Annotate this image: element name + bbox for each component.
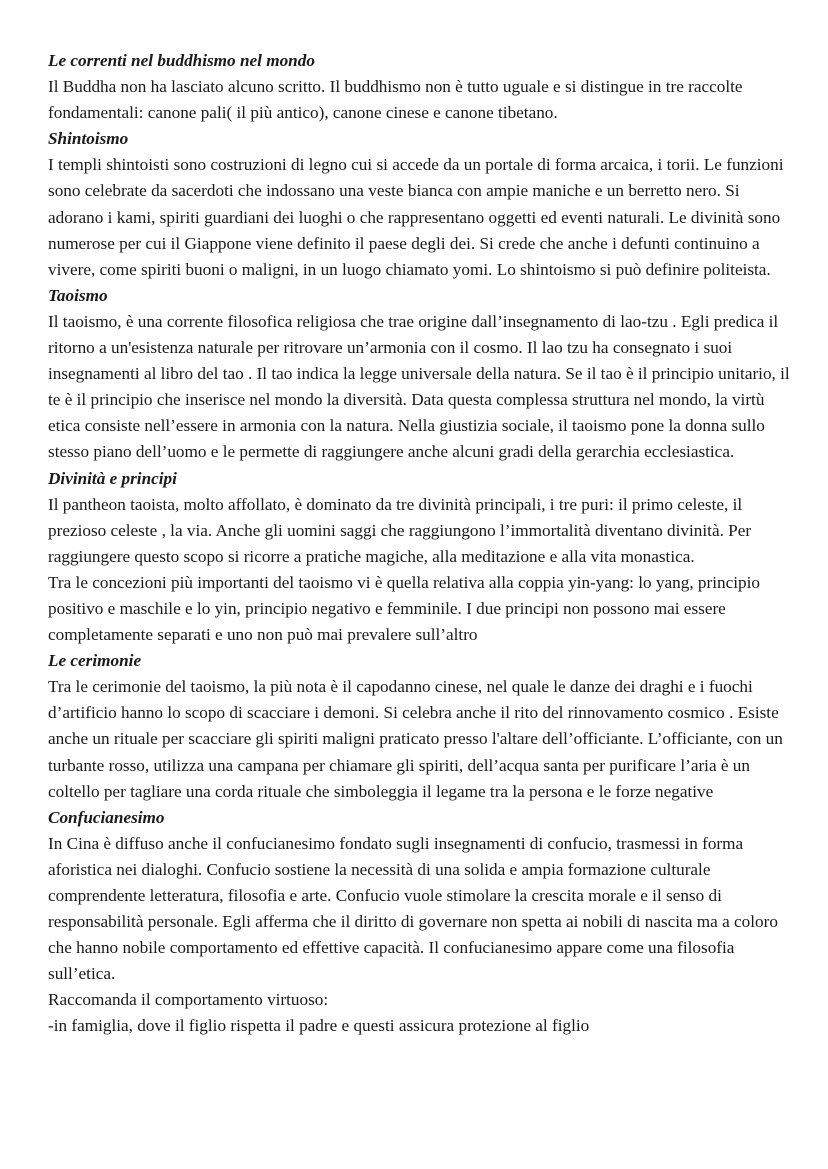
paragraph-yin-yang: Tra le concezioni più importanti del taoismo vi è quella relativa alla coppia yin-yang: lo yang, principio positivo e maschile e lo yin, principio negativo e femminile. I due principi non possono mai essere completamente separati e uno non può mai prevalere sull’altro [48,572,760,645]
section-heading-taoismo: Taoismo [48,285,108,305]
paragraph-buddhismo: Il Buddha non ha lasciato alcuno scritto. Il buddhismo non è tutto uguale e si distingue in tre raccolte fondamentali: canone pali( il più antico), canone cinese e canone tibetano. [48,77,743,123]
section-heading-shintoismo: Shintoismo [48,129,129,149]
section-heading-buddhismo: Le correnti nel buddhismo nel mondo [48,51,315,70]
paragraph-famiglia: -in famiglia, dove il figlio rispetta il padre e questi assicura protezione al figlio [48,1016,590,1036]
section-heading-confucianesimo: Confucianesimo [48,807,165,827]
paragraph-divinita: Il pantheon taoista, molto affollato, è dominato da tre divinità principali, i tre puri: il primo celeste, il prezioso celeste , la via. Anche gli uomini saggi che raggiungono l’immortalità diventano divinità. Per raggiungere questo scopo si ricorre a pratiche magiche, alla meditazione e alla vita monastica. [48,494,752,566]
paragraph-taoismo: Il taoismo, è una corrente filosofica religiosa che trae origine dall’insegnamento di lao-tzu . Egli predica il ritorno a un'esistenza naturale per ritrovare un’armonia con il cosmo. Il lao tzu ha consegnato i suoi insegnamenti al libro del tao . Il tao indica la legge universale della natura. Se il tao è il principio unitario, il te è il principio che inserisce nel mondo la diversità. Data questa complessa struttura nel mondo, la virtù etica consiste nell’essere in armonia con la natura. Nella giustizia sociale, il taoismo pone la donna sullo stesso piano dell’uomo e le permette di raggiungere anche alcuni gradi della gerarchia ecclesiastica. [48,311,790,462]
paragraph-raccomanda: Raccomanda il comportamento virtuoso: [48,990,329,1010]
document-page [48,48,793,1040]
section-heading-divinita: Divinità e principi [48,468,177,488]
section-heading-cerimonie: Le cerimonie [48,651,142,671]
paragraph-confucianesimo: In Cina è diffuso anche il confucianesimo fondato sugli insegnamenti di confucio, trasmessi in forma aforistica nei dialoghi. Confucio sostiene la necessità di una solida e ampia formazione culturale comprendente letteratura, filosofia e arte. Confucio vuole stimolare la crescita morale e il senso di responsabilità personale. Egli afferma che il diritto di governare non spetta ai nobili di nascita ma a coloro che hanno nobile comportamento ed effettive capacità. Il confucianesimo appare come una filosofia sull’etica. [48,833,778,984]
paragraph-cerimonie: Tra le cerimonie del taoismo, la più nota è il capodanno cinese, nel quale le danze dei draghi e i fuochi d’artificio hanno lo scopo di scacciare i demoni. Si celebra anche il rito del rinnovamento cosmico . Esiste anche un rituale per scacciare gli spiriti maligni praticato presso l'altare dell’officiante. L’officiante, con un turbante rosso, utilizza una campana per chiamare gli spiriti, dell’acqua santa per purificare l’aria è un coltello per tagliare una corda rituale che simboleggia il legame tra la persona e le forze negative [48,677,783,801]
paragraph-shintoismo: I templi shintoisti sono costruzioni di legno cui si accede da un portale di forma arcaica, i torii. Le funzioni sono celebrate da sacerdoti che indossano una veste bianca con ampie maniche e un berretto nero. Si adorano i kami, spiriti guardiani dei luoghi o che rappresentano oggetti ed eventi naturali. Le divinità sono numerose per cui il Giappone viene definito il paese degli dei. Si crede che anche i defunti continuino a vivere, come spiriti buoni o maligni, in un luogo chiamato yomi. Lo shintoismo si può definire politeista. [48,155,784,279]
